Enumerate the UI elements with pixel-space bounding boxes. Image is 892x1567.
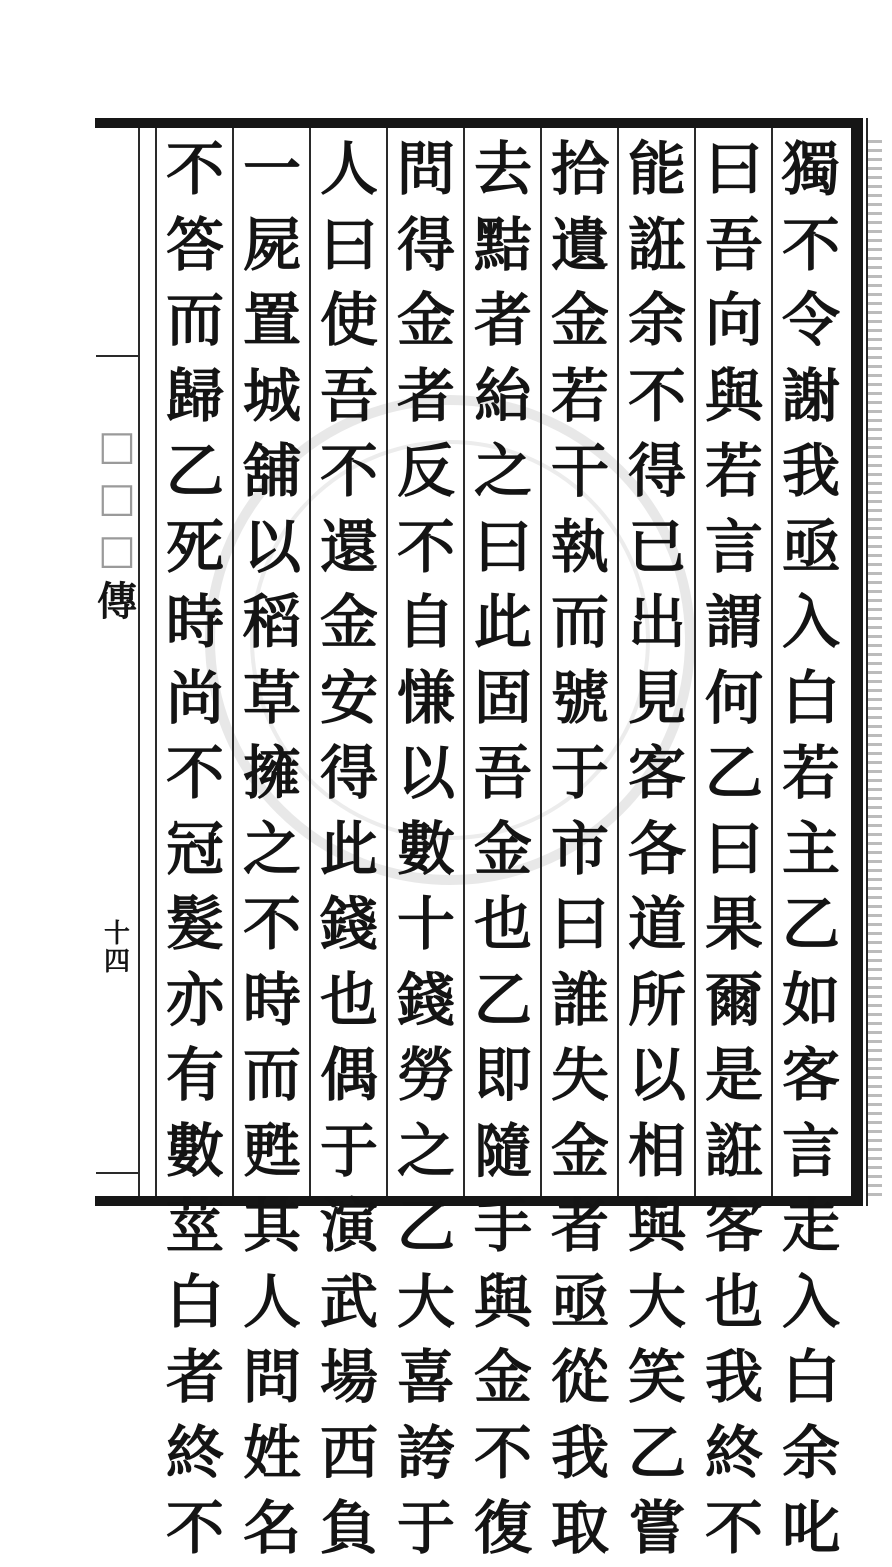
text-character: 不 [781,210,840,279]
text-character: 若 [781,739,840,807]
text-character: 入 [781,588,840,656]
text-column-6 [388,132,464,1562]
text-character: 能 [627,135,686,203]
text-character: 叱 [781,1494,840,1562]
text-character: 數 [396,814,455,883]
text-character: 還 [319,512,378,581]
text-character: 相 [627,1116,686,1185]
text-character: 嘗 [627,1494,686,1562]
text-character: 手 [473,1192,532,1260]
text-character: 復 [473,1494,532,1562]
text-character: 固 [473,663,532,732]
text-character: 問 [396,135,455,203]
text-character: 走 [781,1192,840,1260]
text-character: 遺 [550,210,609,279]
text-character: 乙 [165,437,224,505]
text-character: 執 [550,512,609,581]
text-character: 也 [704,1267,763,1336]
text-character: 不 [242,890,301,958]
text-character: 曰 [550,890,609,958]
text-character: 其 [242,1192,301,1260]
text-character: 與 [473,1267,532,1336]
text-character: 而 [550,588,609,656]
text-character: 置 [242,286,301,354]
text-character: 使 [319,286,378,354]
text-character: 甦 [242,1116,301,1185]
text-character: 余 [781,1418,840,1487]
margin-page-number [96,920,138,980]
text-character: 誇 [396,1418,455,1487]
text-character: 金 [396,286,455,354]
text-character: 黠 [473,210,532,279]
text-character: 錢 [319,890,378,958]
text-character: 時 [242,965,301,1034]
text-character: 曰 [319,210,378,279]
text-character: 不 [319,437,378,505]
text-character: 已 [627,512,686,581]
text-character: 舖 [242,437,301,505]
text-character: 于 [396,1494,455,1562]
margin-column-line [138,128,140,1196]
page-number-char: 十 [103,919,130,949]
text-character: 乙 [473,965,532,1034]
text-character: 白 [781,1343,840,1411]
text-character: 名 [242,1494,301,1562]
text-character: 大 [396,1267,455,1336]
text-character: 謂 [704,588,763,656]
text-character: 人 [319,135,378,203]
text-character: 是 [704,1041,763,1109]
text-character: 謝 [781,361,840,430]
text-column-4 [542,132,618,1562]
text-character: 余 [627,286,686,354]
text-character: 得 [627,437,686,505]
text-character: 去 [473,135,532,203]
top-border-rule [95,118,863,128]
text-character: 者 [396,361,455,430]
text-character: 誰 [550,965,609,1034]
text-character: 也 [473,890,532,958]
text-character: 不 [165,1494,224,1562]
text-column-2 [696,132,772,1562]
text-character: 而 [165,286,224,354]
text-character: 此 [473,588,532,656]
text-character: 答 [165,210,224,279]
text-character: 果 [704,890,763,958]
text-character: 冠 [165,814,224,883]
text-character: 不 [627,361,686,430]
text-character: 以 [242,512,301,581]
text-column-1 [773,132,849,1562]
text-column-7 [311,132,387,1562]
text-character: 誑 [704,1116,763,1185]
text-character: 者 [473,286,532,354]
text-character: 吾 [704,210,763,279]
text-character: 人 [242,1267,301,1336]
text-character: 各 [627,814,686,883]
text-character: 笑 [627,1343,686,1411]
text-character: 若 [704,437,763,505]
text-character: 勞 [396,1041,455,1109]
text-character: 不 [473,1418,532,1487]
text-character: 不 [165,739,224,807]
text-character: 西 [319,1418,378,1487]
text-character: 喜 [396,1343,455,1411]
margin-lower-tick [96,1172,140,1174]
page-number-char: 四 [103,947,130,977]
text-character: 歸 [165,361,224,430]
text-character: 不 [396,512,455,581]
text-character: 稻 [242,588,301,656]
text-character: 屍 [242,210,301,279]
text-character: 與 [704,361,763,430]
text-character: 乙 [781,890,840,958]
text-character: 尚 [165,663,224,732]
text-character: 誑 [627,210,686,279]
text-character: 爾 [704,965,763,1034]
text-character: 不 [165,135,224,203]
text-character: 獨 [781,135,840,203]
text-character: 擁 [242,739,301,807]
text-character: 草 [242,663,301,732]
text-character: 金 [473,1343,532,1411]
text-character: 金 [319,588,378,656]
text-character: 所 [627,965,686,1034]
text-character: 吾 [319,361,378,430]
text-character: 主 [781,814,840,883]
text-character: 姓 [242,1418,301,1487]
text-character: 道 [627,890,686,958]
text-character: 從 [550,1343,609,1411]
outer-right-border-line [866,118,868,1206]
text-character: 乙 [627,1418,686,1487]
text-character: 失 [550,1041,609,1109]
text-character: 亟 [781,512,840,581]
text-column-5 [465,132,541,1562]
text-character: 反 [396,437,455,505]
text-character: 有 [165,1041,224,1109]
text-character: 安 [319,663,378,732]
text-character: 隨 [473,1116,532,1185]
page-edge-smudge [866,140,882,1200]
margin-title-text: 傳 [97,578,137,625]
text-character: 死 [165,512,224,581]
text-character: 與 [627,1192,686,1260]
text-character: 金 [550,1116,609,1185]
text-character: 大 [627,1267,686,1336]
text-character: 也 [319,965,378,1034]
text-character: 此 [319,814,378,883]
text-column-9 [157,132,233,1562]
text-character: 以 [396,739,455,807]
text-character: 吾 [473,739,532,807]
text-character: 莖 [165,1192,224,1260]
text-character: 得 [396,210,455,279]
text-character: 我 [550,1418,609,1487]
text-character: 不 [704,1494,763,1562]
text-character: 偶 [319,1041,378,1109]
text-character: 自 [396,588,455,656]
text-character: 終 [165,1418,224,1487]
text-character: 于 [319,1116,378,1185]
text-character: 號 [550,663,609,732]
text-character: 令 [781,286,840,354]
text-character: 者 [550,1192,609,1260]
text-character: 數 [165,1116,224,1185]
text-character: 錢 [396,965,455,1034]
margin-upper-tick [96,355,140,357]
text-character: 即 [473,1041,532,1109]
text-character: 之 [396,1116,455,1185]
text-character: 問 [242,1343,301,1411]
text-character: 如 [781,965,840,1034]
text-character: 之 [242,814,301,883]
text-character: 乙 [396,1192,455,1260]
text-character: 演 [319,1192,378,1260]
text-character: 于 [550,739,609,807]
text-character: 慊 [396,663,455,732]
text-character: 金 [550,286,609,354]
text-character: 言 [781,1116,840,1185]
text-character: 何 [704,663,763,732]
text-character: 若 [550,361,609,430]
text-character: 之 [473,437,532,505]
text-character: 金 [473,814,532,883]
text-character: 客 [704,1192,763,1260]
text-character: 干 [550,437,609,505]
text-character: 言 [704,512,763,581]
text-character: 我 [781,437,840,505]
text-character: 一 [242,135,301,203]
text-character: 我 [704,1343,763,1411]
text-character: 客 [627,739,686,807]
text-character: 出 [627,588,686,656]
text-character: 亦 [165,965,224,1034]
text-character: 白 [165,1267,224,1336]
text-character: 拾 [550,135,609,203]
text-character: 得 [319,739,378,807]
text-character: 乙 [704,739,763,807]
text-character: 紿 [473,361,532,430]
text-character: 以 [627,1041,686,1109]
text-character: 入 [781,1267,840,1336]
text-character: 時 [165,588,224,656]
text-character: 終 [704,1418,763,1487]
text-character: 見 [627,663,686,732]
text-character: 十 [396,890,455,958]
text-character: 白 [781,663,840,732]
text-character: 城 [242,361,301,430]
text-character: 髮 [165,890,224,958]
text-character: 曰 [704,135,763,203]
text-character: 負 [319,1494,378,1562]
text-character: 亟 [550,1267,609,1336]
right-border-rule [851,118,863,1206]
text-character: 向 [704,286,763,354]
text-character: 曰 [473,512,532,581]
text-character: 武 [319,1267,378,1336]
text-character: 者 [165,1343,224,1411]
text-character: 場 [319,1343,378,1411]
text-column-8 [234,132,310,1562]
text-character: 曰 [704,814,763,883]
text-column-3 [619,132,695,1562]
text-character: 而 [242,1041,301,1109]
text-character: 取 [550,1494,609,1562]
text-character: 客 [781,1041,840,1109]
margin-title: □ □ □ 傳 [96,420,138,640]
text-character: 市 [550,814,609,883]
